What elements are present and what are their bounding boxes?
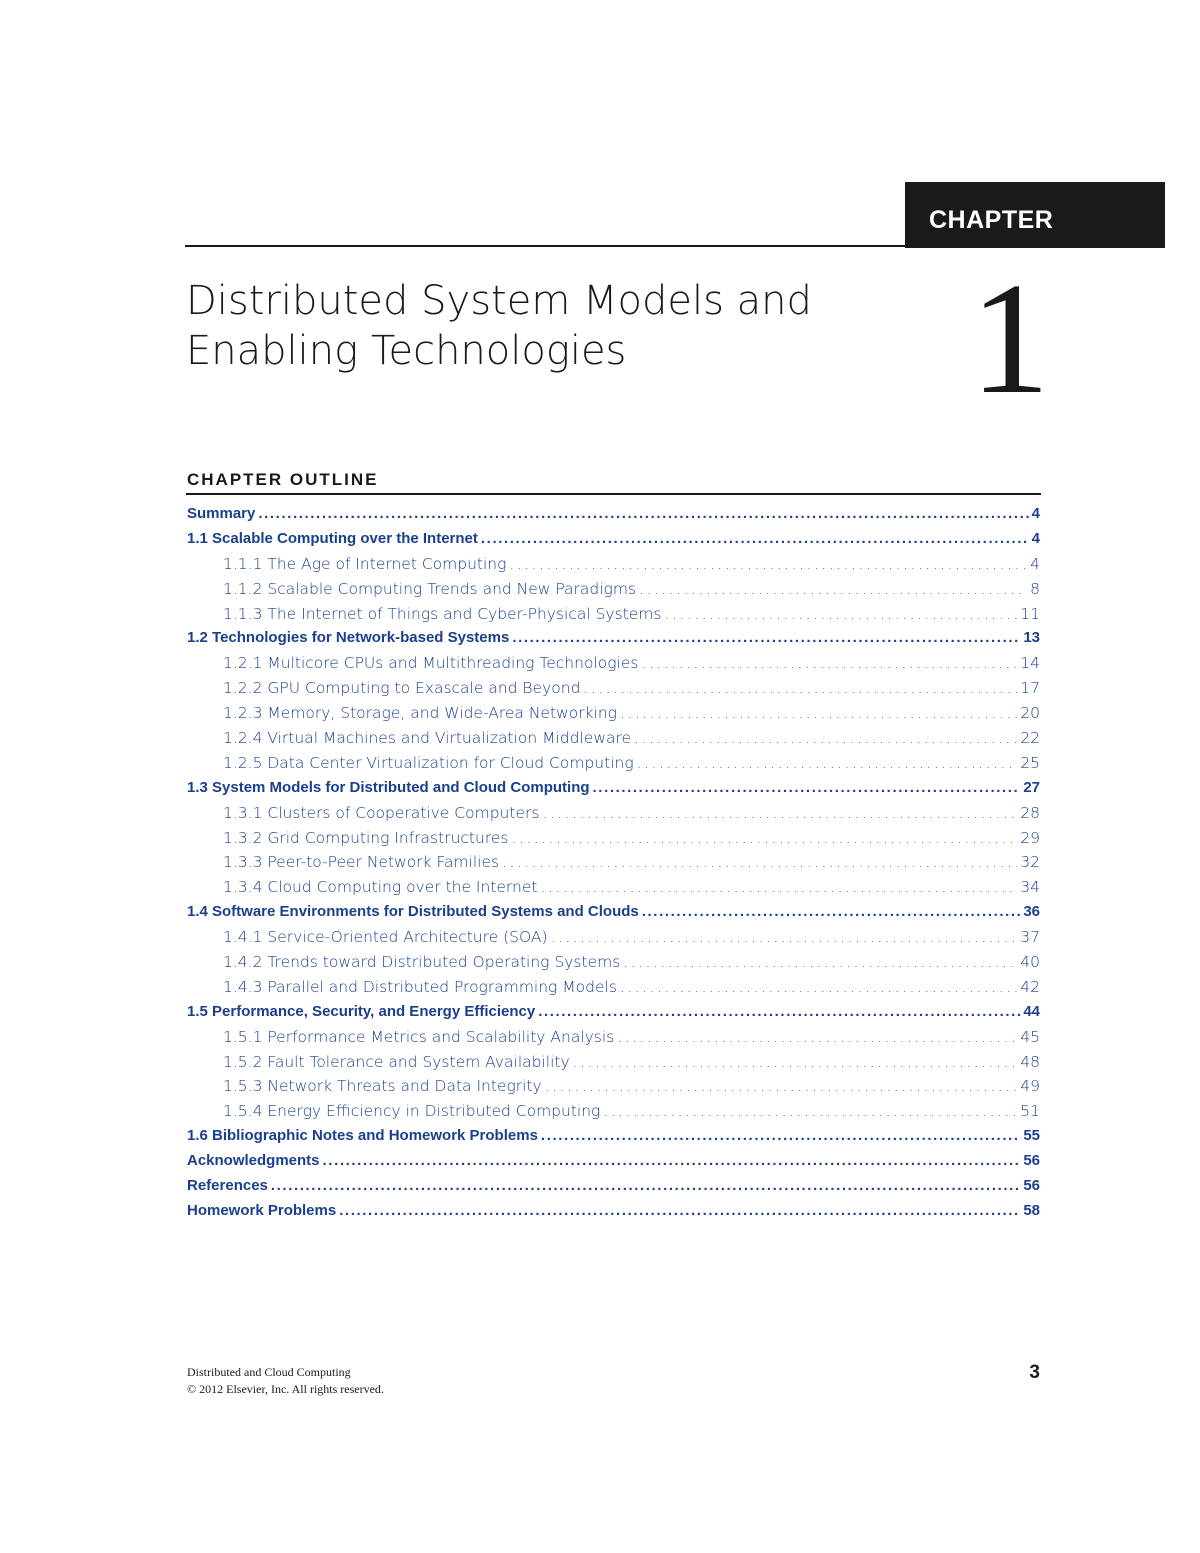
toc-dot-leader [617, 1028, 1017, 1046]
toc-dot-leader [620, 978, 1017, 996]
toc-entry[interactable] [187, 580, 1040, 605]
toc-entry-page[interactable]: 27 [1023, 778, 1040, 796]
toc-entry[interactable] [187, 1177, 1040, 1202]
toc-entry[interactable] [187, 903, 1040, 928]
toc-entry-page[interactable]: 14 [1020, 654, 1040, 673]
table-of-contents [187, 505, 1040, 1227]
toc-entry-page[interactable]: 28 [1020, 803, 1040, 822]
toc-entry[interactable] [187, 1003, 1040, 1028]
toc-entry-label[interactable]: Summary [187, 505, 256, 522]
toc-dot-leader [542, 804, 1017, 822]
toc-entry-page[interactable]: 58 [1023, 1201, 1040, 1219]
chapter-title [186, 276, 886, 376]
toc-entry-label[interactable]: 1.6 Bibliographic Notes and Homework Problems [187, 1127, 538, 1145]
toc-entry-page[interactable]: 42 [1020, 977, 1040, 996]
toc-entry-page[interactable]: 25 [1020, 753, 1040, 772]
toc-entry-label[interactable]: 1.1.1 The Age of Internet Computing [223, 554, 507, 573]
toc-entry-page[interactable]: 56 [1023, 1177, 1040, 1195]
toc-entry-label[interactable]: 1.5.1 Performance Metrics and Scalability Analysis [223, 1027, 615, 1046]
toc-entry[interactable] [187, 1102, 1040, 1127]
toc-entry-label[interactable]: 1.2.4 Virtual Machines and Virtualization Middleware [223, 729, 632, 748]
toc-entry-label[interactable]: 1.3 System Models for Distributed and Cloud Computing [187, 778, 590, 796]
toc-dot-leader [339, 1202, 1020, 1219]
chapter-title-line-1: Distributed System Models and [186, 278, 812, 324]
toc-dot-leader [639, 580, 1027, 598]
chapter-label-box [905, 182, 1165, 248]
toc-entry[interactable] [187, 1202, 1040, 1227]
toc-entry-page[interactable]: 34 [1020, 878, 1040, 897]
toc-entry-page[interactable]: 36 [1023, 903, 1040, 921]
toc-entry[interactable] [187, 878, 1040, 903]
toc-dot-leader [481, 530, 1029, 547]
toc-entry-label[interactable]: 1.1.3 The Internet of Things and Cyber-Physical Systems [223, 604, 662, 623]
toc-entry-label[interactable]: 1.3.4 Cloud Computing over the Internet [223, 878, 538, 897]
toc-entry-label[interactable]: 1.4.3 Parallel and Distributed Programming Models [223, 977, 617, 996]
toc-entry-page[interactable]: 13 [1023, 629, 1040, 647]
toc-entry-page[interactable]: 11 [1020, 604, 1040, 623]
toc-dot-leader [538, 1003, 1020, 1020]
toc-entry-page[interactable]: 4 [1031, 529, 1040, 547]
toc-entry-label[interactable]: 1.2.5 Data Center Virtualization for Cloud Computing [223, 753, 634, 772]
toc-dot-leader [271, 1177, 1020, 1194]
toc-entry[interactable] [187, 654, 1040, 679]
outline-rule [186, 493, 1041, 495]
toc-entry-label[interactable]: 1.1.2 Scalable Computing Trends and New Paradigms [223, 579, 637, 598]
toc-dot-leader [541, 1127, 1020, 1144]
toc-entry[interactable] [187, 729, 1040, 754]
toc-entry-page[interactable]: 40 [1020, 953, 1040, 972]
toc-entry[interactable] [187, 1127, 1040, 1152]
toc-entry-page[interactable]: 4 [1031, 505, 1040, 522]
toc-dot-leader [509, 555, 1027, 573]
page-number: 3 [1029, 1362, 1040, 1383]
toc-entry-page[interactable]: 32 [1020, 853, 1040, 872]
toc-entry-label[interactable]: Acknowledgments [187, 1152, 320, 1170]
toc-entry-label[interactable]: 1.5.3 Network Threats and Data Integrity [223, 1077, 542, 1096]
toc-dot-leader [545, 1077, 1018, 1095]
toc-dot-leader [573, 1053, 1018, 1071]
toc-entry-page[interactable]: 20 [1020, 704, 1040, 723]
toc-dot-leader [323, 1152, 1021, 1169]
toc-entry[interactable] [187, 679, 1040, 704]
toc-entry-label[interactable]: 1.4.1 Service-Oriented Architecture (SOA) [223, 928, 548, 947]
toc-entry-page[interactable]: 56 [1023, 1152, 1040, 1170]
toc-entry-page[interactable]: 49 [1020, 1077, 1040, 1096]
toc-entry[interactable] [187, 804, 1040, 829]
toc-dot-leader [593, 779, 1021, 796]
toc-entry[interactable] [187, 1028, 1040, 1053]
toc-entry-page[interactable]: 55 [1023, 1127, 1040, 1145]
toc-entry-page[interactable]: 37 [1020, 928, 1040, 947]
toc-entry[interactable] [187, 853, 1040, 878]
toc-dot-leader [623, 953, 1017, 971]
toc-dot-leader [637, 754, 1018, 772]
toc-entry[interactable] [187, 1077, 1040, 1102]
toc-entry-label[interactable]: 1.5.4 Energy Efficiency in Distributed Computing [223, 1102, 601, 1121]
toc-entry-page[interactable]: 45 [1020, 1027, 1040, 1046]
toc-entry[interactable] [187, 629, 1040, 654]
toc-entry-label[interactable]: 1.2.1 Multicore CPUs and Multithreading Technologies [223, 654, 639, 673]
toc-dot-leader [603, 1102, 1017, 1120]
toc-entry[interactable] [187, 505, 1040, 530]
toc-entry-label[interactable]: 1.5 Performance, Security, and Energy Efficiency [187, 1002, 536, 1020]
toc-dot-leader [551, 928, 1018, 946]
toc-entry-page[interactable]: 29 [1020, 828, 1040, 847]
toc-entry[interactable] [187, 704, 1040, 729]
toc-entry[interactable] [187, 953, 1040, 978]
toc-entry[interactable] [187, 1053, 1040, 1078]
toc-dot-leader [664, 605, 1017, 623]
toc-dot-leader [634, 729, 1017, 747]
chapter-title-line-2: Enabling Technologies [186, 328, 627, 374]
toc-entry-page[interactable]: 44 [1023, 1002, 1040, 1020]
toc-entry-page[interactable]: 17 [1020, 679, 1040, 698]
toc-entry[interactable] [187, 779, 1040, 804]
toc-dot-leader [502, 853, 1017, 871]
footer-book-title: Distributed and Cloud Computing [187, 1365, 351, 1379]
toc-entry-label[interactable]: 1.5.2 Fault Tolerance and System Availability [223, 1052, 570, 1071]
toc-entry-label[interactable]: 1.2 Technologies for Network-based Systems [187, 629, 510, 647]
footer-copyright: © 2012 Elsevier, Inc. All rights reserved. [187, 1382, 384, 1396]
outline-heading: CHAPTER OUTLINE [187, 470, 379, 489]
toc-dot-leader [540, 878, 1017, 896]
toc-entry-label[interactable]: References [187, 1177, 268, 1195]
toc-entry-label[interactable]: 1.3.2 Grid Computing Infrastructures [223, 828, 509, 847]
toc-entry-label[interactable]: 1.4.2 Trends toward Distributed Operating Systems [223, 953, 621, 972]
toc-entry[interactable] [187, 928, 1040, 953]
toc-dot-leader [258, 505, 1028, 522]
toc-dot-leader [642, 903, 1021, 920]
toc-entry[interactable] [187, 530, 1040, 555]
toc-entry-page[interactable]: 22 [1020, 729, 1040, 748]
chapter-label: CHAPTER [929, 206, 1054, 234]
toc-entry-label[interactable]: 1.3.3 Peer-to-Peer Network Families [223, 853, 500, 872]
chapter-number: 1 [970, 249, 1050, 427]
toc-entry[interactable] [187, 1152, 1040, 1177]
toc-dot-leader [641, 654, 1017, 672]
toc-entry-page[interactable]: 48 [1020, 1052, 1040, 1071]
toc-entry-page[interactable]: 4 [1030, 554, 1040, 573]
toc-entry-label[interactable]: 1.4 Software Environments for Distributed Systems and Clouds [187, 903, 639, 921]
toc-entry[interactable] [187, 605, 1040, 630]
toc-entry[interactable] [187, 555, 1040, 580]
chapter-header-rule [185, 245, 907, 247]
toc-dot-leader [620, 704, 1017, 722]
toc-dot-leader [511, 829, 1017, 847]
toc-entry[interactable] [187, 978, 1040, 1003]
toc-entry-label[interactable]: 1.2.3 Memory, Storage, and Wide-Area Networking [223, 704, 617, 723]
toc-entry-page[interactable]: 8 [1030, 579, 1040, 598]
toc-dot-leader [583, 679, 1017, 697]
toc-entry[interactable] [187, 829, 1040, 854]
toc-entry-label[interactable]: Homework Problems [187, 1201, 337, 1219]
toc-entry-label[interactable]: 1.3.1 Clusters of Cooperative Computers [223, 803, 540, 822]
toc-entry[interactable] [187, 754, 1040, 779]
toc-entry-label[interactable]: 1.2.2 GPU Computing to Exascale and Beyond [223, 679, 581, 698]
toc-dot-leader [512, 629, 1020, 646]
toc-entry-page[interactable]: 51 [1020, 1102, 1040, 1121]
toc-entry-label[interactable]: 1.1 Scalable Computing over the Internet [187, 529, 478, 547]
